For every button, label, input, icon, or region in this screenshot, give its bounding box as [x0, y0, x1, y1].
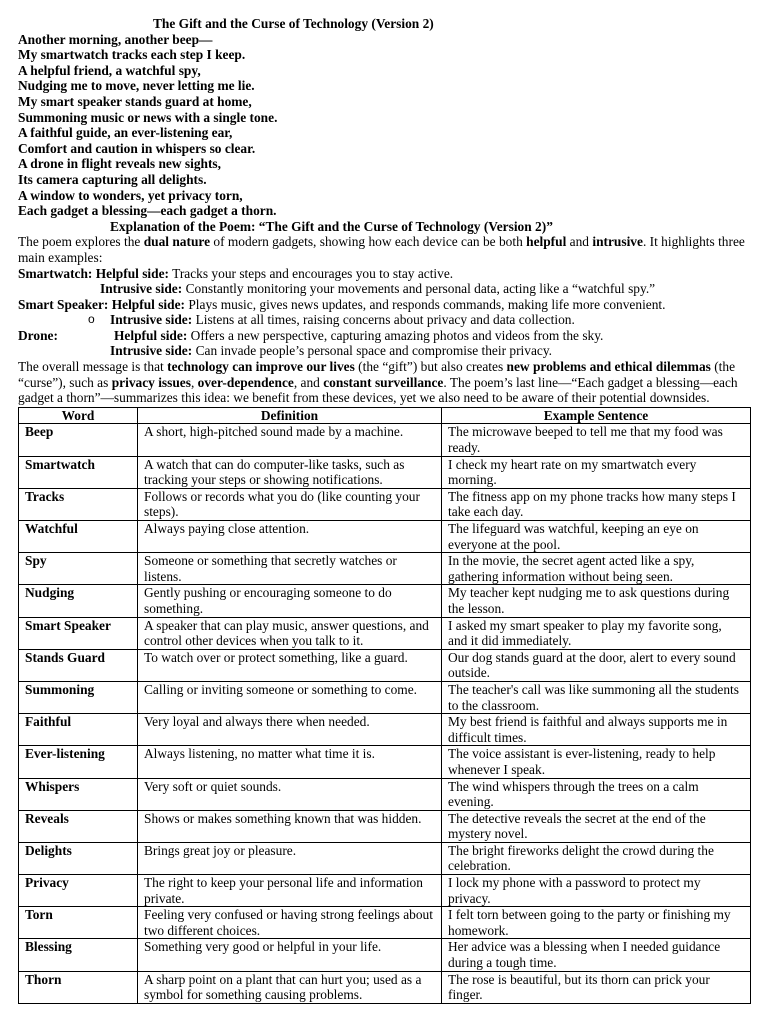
- text: of modern gadgets, showing how each device can be both: [210, 234, 527, 250]
- definition-cell: To watch over or protect something, like a guard.: [138, 649, 442, 681]
- example-cell: I felt torn between going to the party or finishing my homework.: [442, 907, 751, 939]
- table-row: [19, 553, 751, 585]
- word-cell: Smartwatch: [19, 456, 138, 488]
- word-cell: Nudging: [19, 585, 138, 617]
- example-cell: I lock my phone with a password to protect my privacy.: [442, 875, 751, 907]
- text: and: [566, 234, 593, 250]
- word-cell: Tracks: [19, 488, 138, 520]
- poem-line: Its camera capturing all delights.: [18, 171, 207, 187]
- example-cell: My best friend is faithful and always supports me in difficult times.: [442, 714, 751, 746]
- table-row: [19, 778, 751, 810]
- example-cell: The voice assistant is ever-listening, ready to help whenever I speak.: [442, 746, 751, 778]
- header-definition: Definition: [138, 407, 442, 424]
- header-example: Example Sentence: [442, 407, 751, 424]
- poem-line: My smart speaker stands guard at home,: [18, 93, 252, 109]
- poem-line: Each gadget a blessing—each gadget a thorn.: [18, 203, 277, 219]
- example-cell: In the movie, the secret agent acted like a spy, gathering information without being seen.: [442, 553, 751, 585]
- text: The poem explores the: [18, 234, 144, 250]
- text: ,: [190, 374, 198, 390]
- speaker-label: Smart Speaker: Helpful side:: [18, 296, 186, 312]
- table-row: [19, 810, 751, 842]
- text: Constantly monitoring your movements and personal data, acting like a “watchful spy.”: [182, 281, 656, 297]
- helpful-label: Helpful side:: [114, 327, 188, 343]
- bold-text: technology can improve our lives: [167, 359, 355, 375]
- bold-text: privacy issues: [111, 374, 191, 390]
- word-cell: Privacy: [19, 875, 138, 907]
- example-cell: The rose is beautiful, but its thorn can prick your finger.: [442, 971, 751, 1003]
- table-row: [19, 456, 751, 488]
- definition-cell: Someone or something that secretly watches or listens.: [138, 553, 442, 585]
- bold-text: new problems and ethical dilemmas: [506, 359, 711, 375]
- word-cell: Summoning: [19, 681, 138, 713]
- table-row: [19, 617, 751, 649]
- text: Offers a new perspective, capturing amazing photos and videos from the sky.: [187, 327, 604, 343]
- drone-label: Drone:: [18, 327, 58, 343]
- bold-text: constant surveillance: [323, 374, 444, 390]
- explanation-intro: [18, 234, 750, 265]
- example-cell: The wind whispers through the trees on a calm evening.: [442, 778, 751, 810]
- table-row: [19, 714, 751, 746]
- poem-line: Another morning, another beep—: [18, 31, 213, 47]
- table-row: [19, 681, 751, 713]
- definition-cell: Brings great joy or pleasure.: [138, 842, 442, 874]
- word-cell: Ever-listening: [19, 746, 138, 778]
- intrusive-label: Intrusive side:: [110, 343, 193, 359]
- example-cell: I asked my smart speaker to play my favorite song, and it did immediately.: [442, 617, 751, 649]
- example-cell: The lifeguard was watchful, keeping an eye on everyone at the pool.: [442, 521, 751, 553]
- word-cell: Smart Speaker: [19, 617, 138, 649]
- definition-cell: A watch that can do computer-like tasks, such as tracking your steps or showing notifications.: [138, 456, 442, 488]
- speaker-intrusive: [18, 312, 750, 328]
- poem-line: A drone in flight reveals new sights,: [18, 156, 221, 172]
- definition-cell: Always listening, no matter what time it is.: [138, 746, 442, 778]
- example-cell: The teacher's call was like summoning all the students to the classroom.: [442, 681, 751, 713]
- definition-cell: A short, high-pitched sound made by a machine.: [138, 424, 442, 456]
- word-cell: Stands Guard: [19, 649, 138, 681]
- definition-cell: Something very good or helpful in your life.: [138, 939, 442, 971]
- definition-cell: A speaker that can play music, answer questions, and control other devices when you talk to it.: [138, 617, 442, 649]
- word-cell: Faithful: [19, 714, 138, 746]
- example-cell: The fitness app on my phone tracks how many steps I take each day.: [442, 488, 751, 520]
- poem-line: A faithful guide, an ever-listening ear,: [18, 125, 233, 141]
- word-cell: Reveals: [19, 810, 138, 842]
- word-cell: Blessing: [19, 939, 138, 971]
- definition-cell: Feeling very confused or having strong feelings about two different choices.: [138, 907, 442, 939]
- table-row: [19, 585, 751, 617]
- example-cell: I check my heart rate on my smartwatch every morning.: [442, 456, 751, 488]
- definition-cell: Shows or makes something known that was hidden.: [138, 810, 442, 842]
- table-row: [19, 907, 751, 939]
- table-row: [19, 842, 751, 874]
- smartwatch-helpful: [18, 266, 750, 282]
- example-cell: The microwave beeped to tell me that my food was ready.: [442, 424, 751, 456]
- example-cell: Our dog stands guard at the door, alert to every sound outside.: [442, 649, 751, 681]
- poem-line: My smartwatch tracks each step I keep.: [18, 47, 246, 63]
- intrusive-label: Intrusive side:: [100, 281, 183, 297]
- poem-line: A window to wonders, yet privacy torn,: [18, 187, 243, 203]
- text: The overall message is that: [18, 359, 168, 375]
- drone-helpful: [18, 328, 750, 344]
- table-header-row: [19, 407, 751, 424]
- example-cell: The bright fireworks delight the crowd during the celebration.: [442, 842, 751, 874]
- definition-cell: The right to keep your personal life and information private.: [138, 875, 442, 907]
- bold-text: intrusive: [592, 234, 643, 250]
- bold-text: over-dependence: [197, 374, 294, 390]
- table-row: [19, 521, 751, 553]
- definition-cell: Very soft or quiet sounds.: [138, 778, 442, 810]
- explanation-heading: Explanation of the Poem: “The Gift and the Curse of Technology (Version 2)”: [110, 218, 553, 234]
- bold-text: helpful: [526, 234, 567, 250]
- word-cell: Delights: [19, 842, 138, 874]
- bullet-icon: o: [88, 312, 95, 327]
- text: Plays music, gives news updates, and responds commands, making life more convenient.: [185, 296, 666, 312]
- speaker-helpful: [18, 297, 750, 313]
- bold-text: dual nature: [143, 234, 211, 250]
- drone-intrusive: [18, 343, 750, 359]
- definition-cell: Very loyal and always there when needed.: [138, 714, 442, 746]
- text: Tracks your steps and encourages you to stay active.: [169, 265, 454, 281]
- header-word: Word: [19, 407, 138, 424]
- word-cell: Spy: [19, 553, 138, 585]
- example-cell: My teacher kept nudging me to ask questions during the lesson.: [442, 585, 751, 617]
- text: . It highlights three main examples:: [18, 234, 745, 265]
- poem-line: A helpful friend, a watchful spy,: [18, 62, 201, 78]
- table-row: [19, 746, 751, 778]
- example-cell: The detective reveals the secret at the end of the mystery novel.: [442, 810, 751, 842]
- definition-cell: Always paying close attention.: [138, 521, 442, 553]
- example-cell: Her advice was a blessing when I needed guidance during a tough time.: [442, 939, 751, 971]
- text: Listens at all times, raising concerns about privacy and data collection.: [192, 312, 575, 328]
- definition-cell: Calling or inviting someone or something to come.: [138, 681, 442, 713]
- definition-cell: A sharp point on a plant that can hurt you; used as a symbol for something causing problems.: [138, 971, 442, 1003]
- smartwatch-intrusive: [18, 281, 750, 297]
- table-row: [19, 875, 751, 907]
- definition-cell: Follows or records what you do (like counting your steps).: [138, 488, 442, 520]
- word-cell: Beep: [19, 424, 138, 456]
- poem-line: Summoning music or news with a single tone.: [18, 109, 278, 125]
- text: Can invade people’s personal space and compromise their privacy.: [192, 343, 553, 359]
- table-row: [19, 649, 751, 681]
- text: (the “gift”) but also creates: [354, 359, 507, 375]
- poem-line: Comfort and caution in whispers so clear.: [18, 140, 256, 156]
- word-cell: Torn: [19, 907, 138, 939]
- table-row: [19, 971, 751, 1003]
- document-title: The Gift and the Curse of Technology (Version 2): [153, 16, 434, 31]
- overall-message: [18, 359, 750, 406]
- word-cell: Watchful: [19, 521, 138, 553]
- table-row: [19, 939, 751, 971]
- poem-line: Nudging me to move, never letting me lie.: [18, 78, 255, 94]
- smartwatch-label: Smartwatch: Helpful side:: [18, 265, 170, 281]
- definition-cell: Gently pushing or encouraging someone to do something.: [138, 585, 442, 617]
- vocabulary-table: [18, 407, 751, 1004]
- text: (the “curse”), such as: [18, 359, 736, 390]
- table-row: [19, 488, 751, 520]
- text: , and: [293, 374, 324, 390]
- intrusive-label: Intrusive side:: [110, 312, 193, 328]
- word-cell: Thorn: [19, 971, 138, 1003]
- word-cell: Whispers: [19, 778, 138, 810]
- poem: [18, 32, 750, 219]
- text: . The poem’s last line—“Each gadget a blessing—each gadget a thorn”—summarizes this idea: we benefit from these devices, yet we also need to be aware of their potential downsides.: [18, 374, 738, 406]
- table-body: [19, 424, 751, 1003]
- table-row: [19, 424, 751, 456]
